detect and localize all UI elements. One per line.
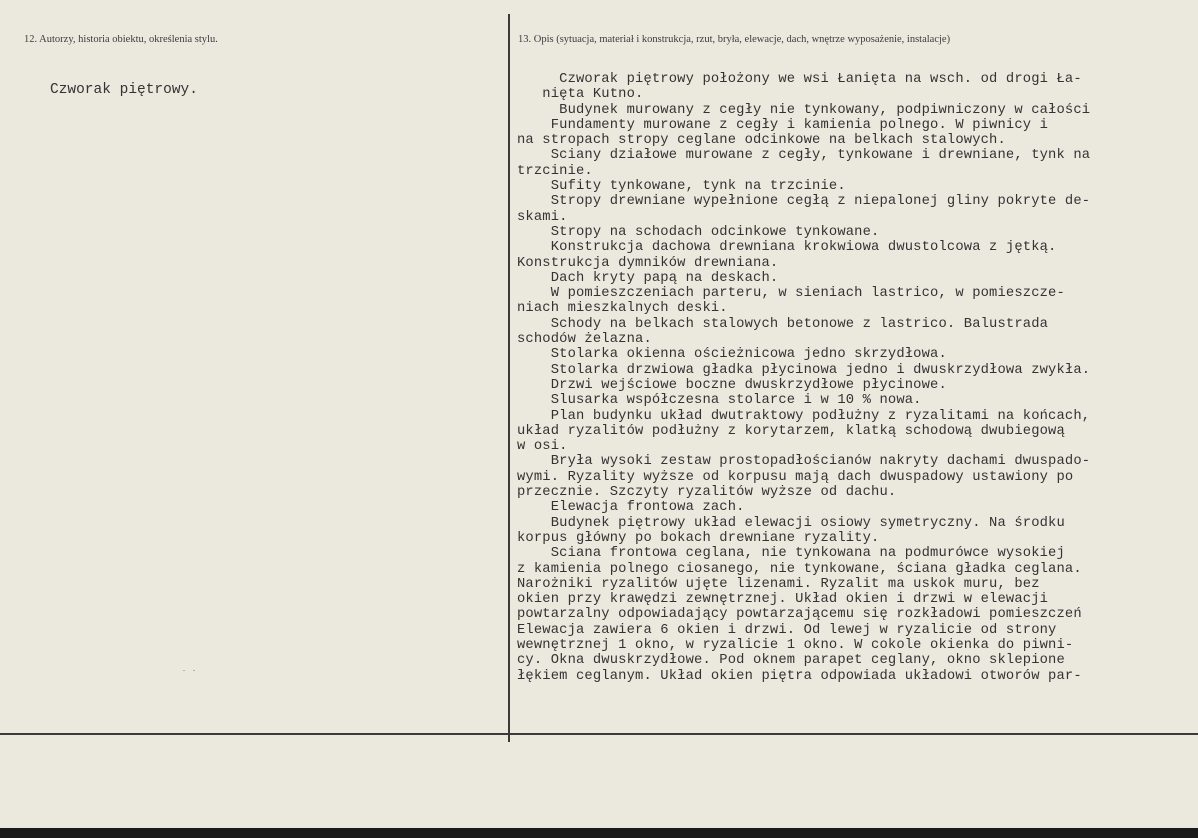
typed-line: Budynek piętrowy układ elewacji osiowy symetryczny. Na środku (517, 515, 1065, 531)
typed-line: przecznie. Szczyty ryzalitów wyższe od dachu. (517, 485, 897, 501)
section-13-typed-text (517, 72, 1197, 684)
typed-line: Ściany działowe murowane z cegły, tynkowane i drewniane, tynk na (517, 148, 1091, 164)
typed-line: Stolarka okienna ościeżnicowa jedno skrzydłowa. (517, 347, 947, 363)
typed-line: Konstrukcja dymników drewniana. (517, 255, 779, 271)
typed-line: układ ryzalitów podłużny z korytarzem, klatką schodową dwubiegową (517, 423, 1065, 439)
stray-marks: . . (183, 664, 198, 673)
typed-line: wewnętrznej 1 okno, w ryzalicie 1 okno. W cokole okienka do piwni- (517, 637, 1074, 653)
typed-line: w osi. (517, 439, 568, 455)
typed-line: powtarzalny odpowiadający powtarzającemu się rozkładowi pomieszczeń (517, 607, 1082, 623)
typed-line: Stropy drewniane wypełnione cegłą z niepalonej gliny pokryte de- (517, 194, 1091, 210)
typed-line: Elewacja zawiera 6 okien i drzwi. Od lewej w ryzalicie od strony (517, 622, 1057, 638)
typed-line: łękiem ceglanym. Układ okien piętra odpowiada układowi otworów par- (517, 668, 1082, 684)
typed-line: Elewacja frontowa zach. (517, 500, 745, 516)
typed-line: Dach kryty papą na deskach. (517, 270, 779, 286)
section-12-text: Czworak piętrowy. (50, 82, 198, 98)
typed-line: Schody na belkach stalowych betonowe z lastrico. Balustrada (517, 316, 1049, 332)
typed-line: Bryła wysoki zestaw prostopadłościanów nakryty dachami dwuspado- (517, 454, 1091, 470)
typed-line: trzcinie. (517, 163, 593, 179)
typed-line: nięta Kutno. (517, 87, 644, 103)
bottom-rule (0, 733, 1198, 735)
typed-line: niach mieszkalnych deski. (517, 301, 728, 317)
typed-line: Plan budynku układ dwutraktowy podłużny z ryzalitami na końcach, (517, 408, 1091, 424)
typed-line: schodów żelazna. (517, 332, 652, 348)
typed-line: Fundamenty murowane z cegły i kamienia polnego. W piwnicy i (517, 117, 1049, 133)
typed-line: Czworak piętrowy położony we wsi Łanięta na wsch. od drogi Ła- (517, 72, 1082, 87)
typed-line: Narożniki ryzalitów ujęte lizenami. Ryzalit ma uskok muru, bez (517, 576, 1040, 592)
typed-line: na stropach stropy ceglane odcinkowe na belkach stalowych. (517, 133, 1006, 149)
typed-line: cy. Okna dwuskrzydłowe. Pod oknem parapet ceglany, okno sklepione (517, 653, 1065, 669)
typed-line: Drzwi wejściowe boczne dwuskrzydłowe płycinowe. (517, 377, 947, 393)
typed-line: korpus główny po bokach drewniane ryzality. (517, 530, 880, 546)
typed-line: okien przy krawędzi zewnętrznej. Układ okien i drzwi w elewacji (517, 592, 1049, 608)
typed-line: Konstrukcja dachowa drewniana krokwiowa dwustolcowa z jętką. (517, 240, 1057, 256)
typed-line: Sufity tynkowane, tynk na trzcinie. (517, 179, 846, 195)
typed-line: Ściana frontowa ceglana, nie tynkowana na podmurówce wysokiej (517, 546, 1065, 562)
section-12-header: 12. Autorzy, historia obiektu, określenia stylu. (24, 34, 218, 45)
typed-line: Stropy na schodach odcinkowe tynkowane. (517, 224, 880, 240)
typed-line: Ślusarka współczesna stolarce i w 10 % nowa. (517, 393, 922, 409)
typed-line: Stolarka drzwiowa gładka płycinowa jedno i dwuskrzydłowa zwykła. (517, 362, 1091, 378)
scan-edge (0, 828, 1198, 838)
typed-line: skami. (517, 209, 568, 225)
typed-line: wymi. Ryzality wyższe od korpusu mają dach dwuspadowy ustawiony po (517, 469, 1074, 485)
typed-line: Budynek murowany z cegły nie tynkowany, podpiwniczony w całości (517, 102, 1091, 118)
typed-line: W pomieszczeniach parteru, w sieniach lastrico, w pomieszcze- (517, 286, 1065, 302)
column-divider (508, 14, 510, 742)
section-13-header: 13. Opis (sytuacja, materiał i konstrukcja, rzut, bryła, elewacje, dach, wnętrze wyposażenie, instalacje) (518, 34, 951, 45)
typed-line: z kamienia polnego ciosanego, nie tynkowane, ściana gładka ceglana. (517, 561, 1082, 577)
